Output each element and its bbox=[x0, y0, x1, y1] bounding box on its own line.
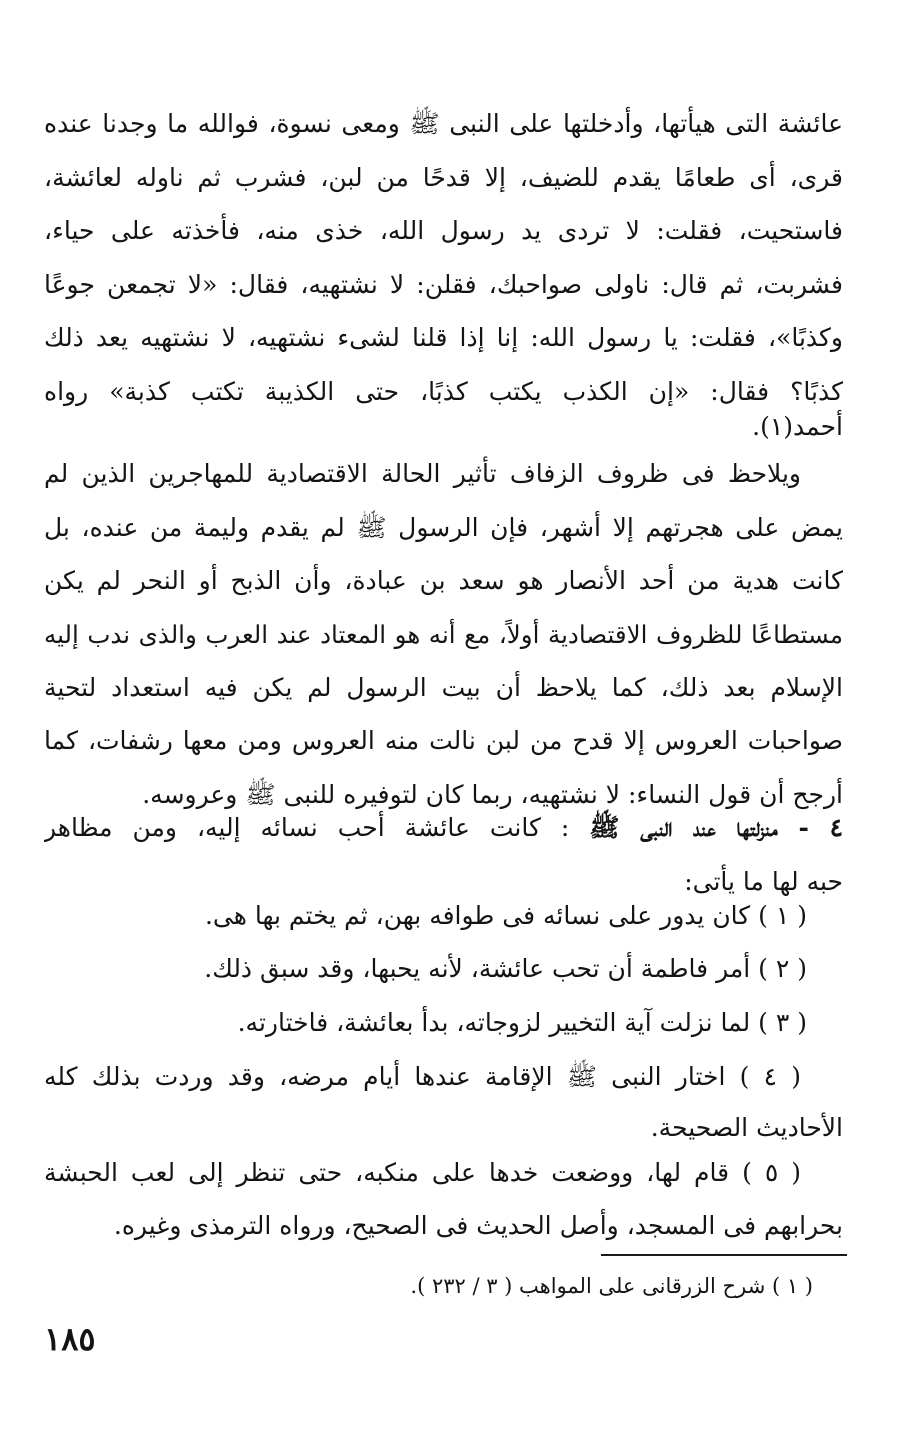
text-line: وكذبًا»، فقلت: يا رسول الله: إنا إذا قلنا لشىء نشتهيه، لا نشتهيه يعد ذلك bbox=[44, 323, 843, 352]
text-line: فاستحيت، فقلت: لا تردى يد رسول الله، خذى منه، فأخذته على حياء، bbox=[44, 216, 843, 245]
text-line: حبه لها ما يأتى: bbox=[684, 867, 843, 896]
text-line: عائشة التى هيأتها، وأدخلتها على النبى ﷺ ومعى نسوة، فوالله ما وجدنا عنده bbox=[44, 109, 843, 138]
text-line: صواحبات العروس إلا قدح من لبن نالت منه العروس ومن معها رشفات، كما bbox=[44, 726, 843, 755]
list-item: ( ٢ ) أمر فاطمة أن تحب عائشة، لأنه يحبها، وقد سبق ذلك. bbox=[204, 954, 807, 983]
text-line: يمض على هجرتهم إلا أشهر، فإن الرسول ﷺ لم يقدم وليمة من عنده، بل bbox=[44, 513, 843, 542]
text-line: أحمد(١). bbox=[752, 412, 843, 441]
list-item-continuation: الأحاديث الصحيحة. bbox=[650, 1113, 843, 1142]
text-line: مستطاعًا للظروف الاقتصادية أولاً، مع أنه هو المعتاد عند العرب والذى ندب إليه bbox=[44, 620, 843, 649]
list-item: ( ١ ) كان يدور على نسائه فى طوافه بهن، ثم يختم بها هى. bbox=[204, 901, 807, 930]
text-line: الإسلام بعد ذلك، كما يلاحظ أن بيت الرسول لم يكن فيه استعداد لتحية bbox=[44, 673, 843, 702]
paragraph-first-line: ويلاحظ فى ظروف الزفاف تأثير الحالة الاقتصادية للمهاجرين الذين لم bbox=[44, 459, 801, 488]
text-line: قرى، أى طعامًا يقدم للضيف، إلا قدحًا من لبن، فشرب ثم ناوله لعائشة، bbox=[44, 163, 843, 192]
footnote: ( ١ ) شرح الزرقانى على المواهب ( ٣ / ٢٣٢ ). bbox=[410, 1274, 813, 1298]
list-item: ( ٤ ) اختار النبى ﷺ الإقامة عندها أيام مرضه، وقد وردت بذلك كله bbox=[44, 1062, 801, 1091]
text-line: كانت هدية من أحد الأنصار هو سعد بن عبادة، وأن الذبح أو النحر لم يكن bbox=[44, 566, 843, 595]
list-item-continuation: بحرابهم فى المسجد، وأصل الحديث فى الصحيح، ورواه الترمذى وغيره. bbox=[113, 1211, 843, 1240]
text-line: أرجح أن قول النساء: لا نشتهيه، ربما كان لتوفيره للنبى ﷺ وعروسه. bbox=[142, 780, 843, 809]
section-heading-text: : كانت عائشة أحب نسائه إليه، ومن مظاهر bbox=[44, 813, 570, 842]
text-line: فشربت، ثم قال: ناولى صواحبك، فقلن: لا نشتهيه، فقال: «لا تجمعن جوعًا bbox=[44, 270, 843, 299]
section-heading: ٤ - منزلتها عند النبى ﷺ bbox=[589, 813, 843, 842]
section-heading-line bbox=[44, 801, 843, 855]
list-item: ( ٥ ) قام لها، ووضعت خدها على منكبه، حتى تنظر إلى لعب الحبشة bbox=[44, 1158, 801, 1187]
list-item: ( ٣ ) لما نزلت آية التخيير لزوجاته، بدأ بعائشة، فاختارته. bbox=[237, 1008, 807, 1037]
footnote-separator bbox=[601, 1254, 847, 1256]
text-line: كذبًا؟ فقال: «إن الكذب يكتب كذبًا، حتى الكذيبة تكتب كذبة» رواه bbox=[44, 377, 843, 406]
page-number: ١٨٥ bbox=[44, 1320, 96, 1358]
